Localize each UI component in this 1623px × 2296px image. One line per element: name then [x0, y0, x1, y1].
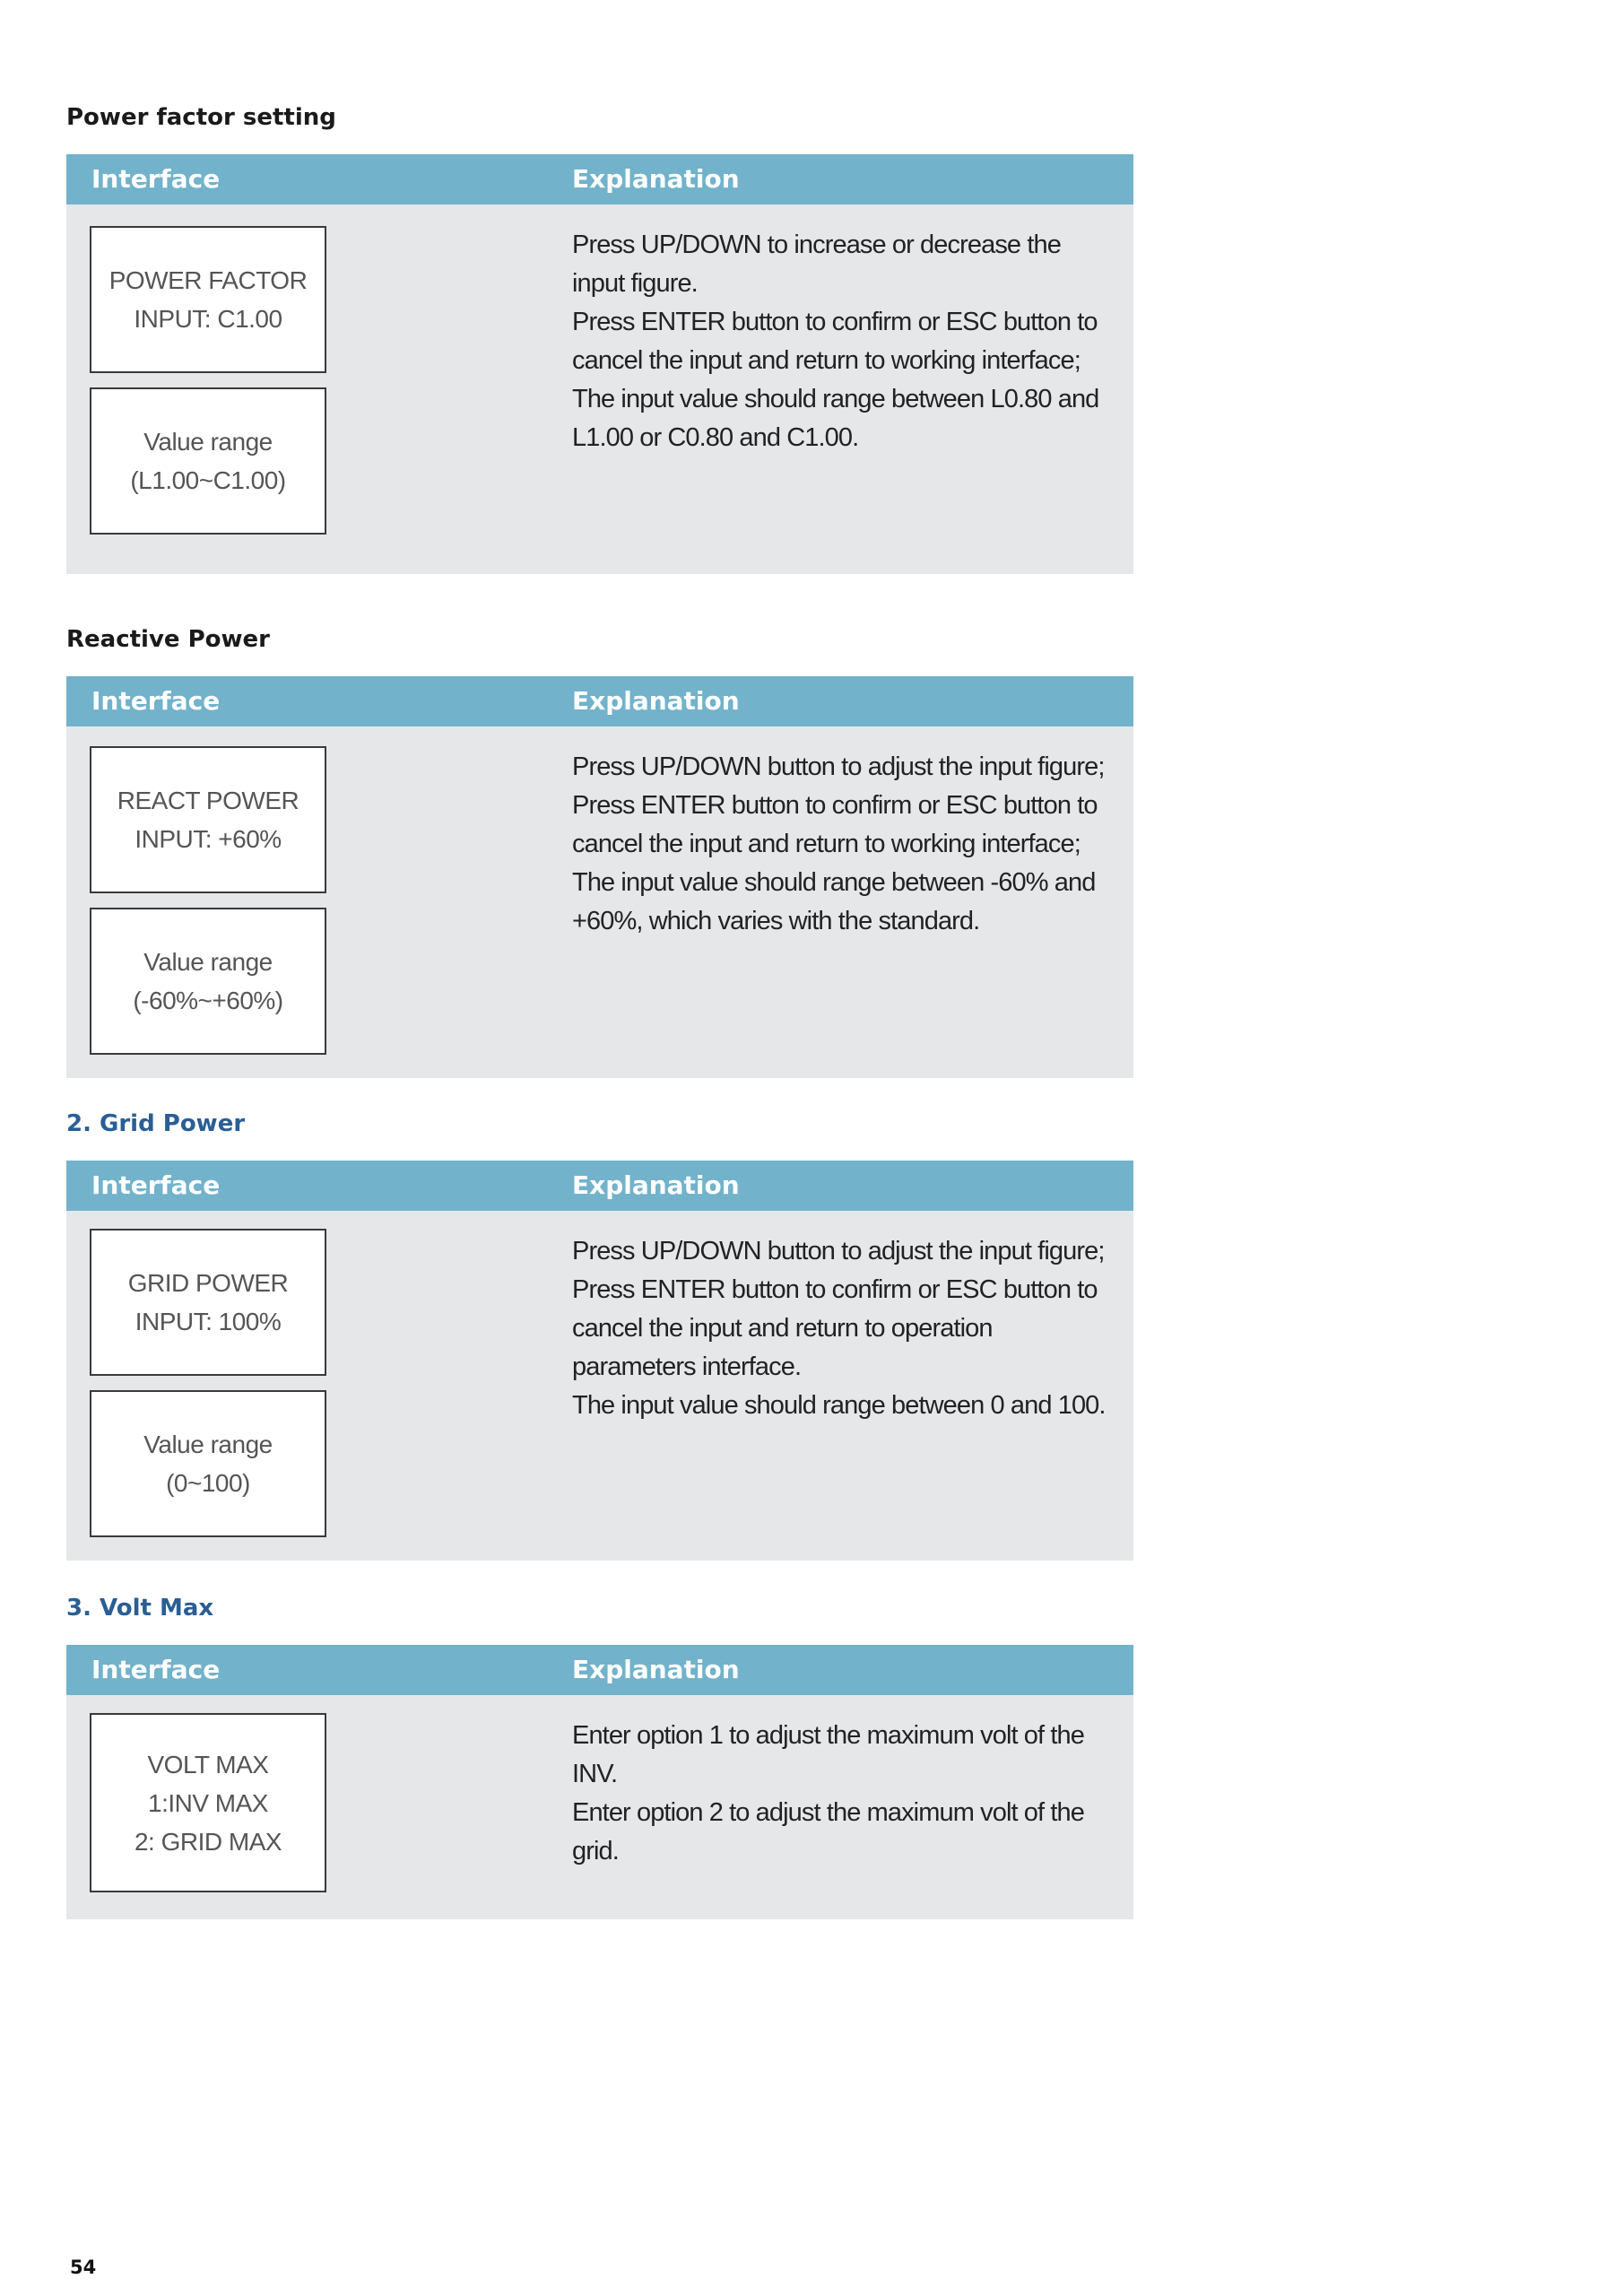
table-body	[66, 1695, 1133, 1919]
screen-line: VOLT MAX	[147, 1750, 269, 1779]
table-body	[66, 1211, 1133, 1561]
section-title-reactive-power: Reactive Power	[66, 626, 270, 653]
display-screen-grid-power	[90, 1229, 326, 1376]
reactive-power-table	[66, 676, 1133, 1078]
header-explanation: Explanation	[572, 164, 740, 194]
header-explanation: Explanation	[572, 686, 740, 716]
header-interface: Interface	[91, 686, 221, 716]
table-header	[66, 1645, 1133, 1695]
header-explanation: Explanation	[572, 1170, 740, 1200]
explanation-paragraph: Press UP/DOWN button to adjust the input figure; Press ENTER button to confirm or ESC button to cancel the input and return to working interface; The input value should range between -60% and +60%, which varies with the standard.	[572, 752, 1105, 935]
screen-line: INPUT: C1.00	[134, 305, 282, 333]
power-factor-table	[66, 154, 1133, 574]
display-screen-reactive-power	[90, 746, 326, 893]
explanation-text	[572, 748, 1119, 941]
screen-line: (-60%~+60%)	[133, 987, 283, 1014]
table-body	[66, 726, 1133, 1078]
explanation-text	[572, 1717, 1119, 1871]
section-title-volt-max: 3. Volt Max	[66, 1595, 214, 1622]
explanation-text	[572, 226, 1119, 457]
page-number: 54	[70, 2257, 97, 2278]
screen-line: Value range	[143, 428, 273, 456]
explanation-paragraph: The input value should range between 0 and 100.	[572, 1391, 1106, 1420]
screen-line: POWER FACTOR	[108, 266, 308, 294]
section-title-grid-power: 2. Grid Power	[66, 1110, 246, 1137]
explanation-paragraph: Press UP/DOWN button to adjust the input figure; Press ENTER button to confirm or ESC button to cancel the input and return to operation parameters interface.	[572, 1237, 1105, 1381]
value-range-box	[90, 1390, 326, 1537]
screen-line: 2: GRID MAX	[134, 1827, 282, 1856]
screen-line: Value range	[143, 1431, 273, 1458]
screen-line: INPUT: 100%	[135, 1308, 282, 1335]
display-screen-power-factor	[90, 226, 326, 373]
explanation-paragraph: Enter option 2 to adjust the maximum volt of the grid.	[572, 1798, 1084, 1866]
screen-line: REACT POWER	[117, 787, 299, 814]
screen-line: Value range	[143, 948, 273, 976]
grid-power-table	[66, 1161, 1133, 1561]
screen-line: INPUT: +60%	[135, 825, 282, 853]
header-interface: Interface	[91, 1170, 221, 1200]
header-interface: Interface	[91, 164, 221, 194]
screen-line: (L1.00~C1.00)	[130, 466, 286, 494]
table-header	[66, 154, 1133, 204]
screen-line: (0~100)	[166, 1469, 250, 1497]
value-range-box	[90, 908, 326, 1055]
explanation-paragraph: Press ENTER button to confirm or ESC button to cancel the input and return to working interface; The input value should range between L0.80 and L1.00 or C0.80 and C1.00.	[572, 308, 1099, 452]
section-title-power-factor: Power factor setting	[66, 104, 336, 131]
explanation-text	[572, 1232, 1119, 1425]
explanation-paragraph: Enter option 1 to adjust the maximum volt of the INV.	[572, 1721, 1084, 1788]
explanation-paragraph: Press UP/DOWN to increase or decrease the input figure.	[572, 230, 1061, 298]
table-body	[66, 204, 1133, 574]
header-interface: Interface	[91, 1655, 221, 1684]
display-screen-volt-max	[90, 1713, 326, 1892]
table-header	[66, 1161, 1133, 1211]
header-explanation: Explanation	[572, 1655, 740, 1684]
volt-max-table	[66, 1645, 1133, 1919]
screen-line: 1:INV MAX	[148, 1788, 268, 1817]
value-range-box	[90, 387, 326, 535]
table-header	[66, 676, 1133, 726]
screen-line: GRID POWER	[127, 1269, 289, 1297]
